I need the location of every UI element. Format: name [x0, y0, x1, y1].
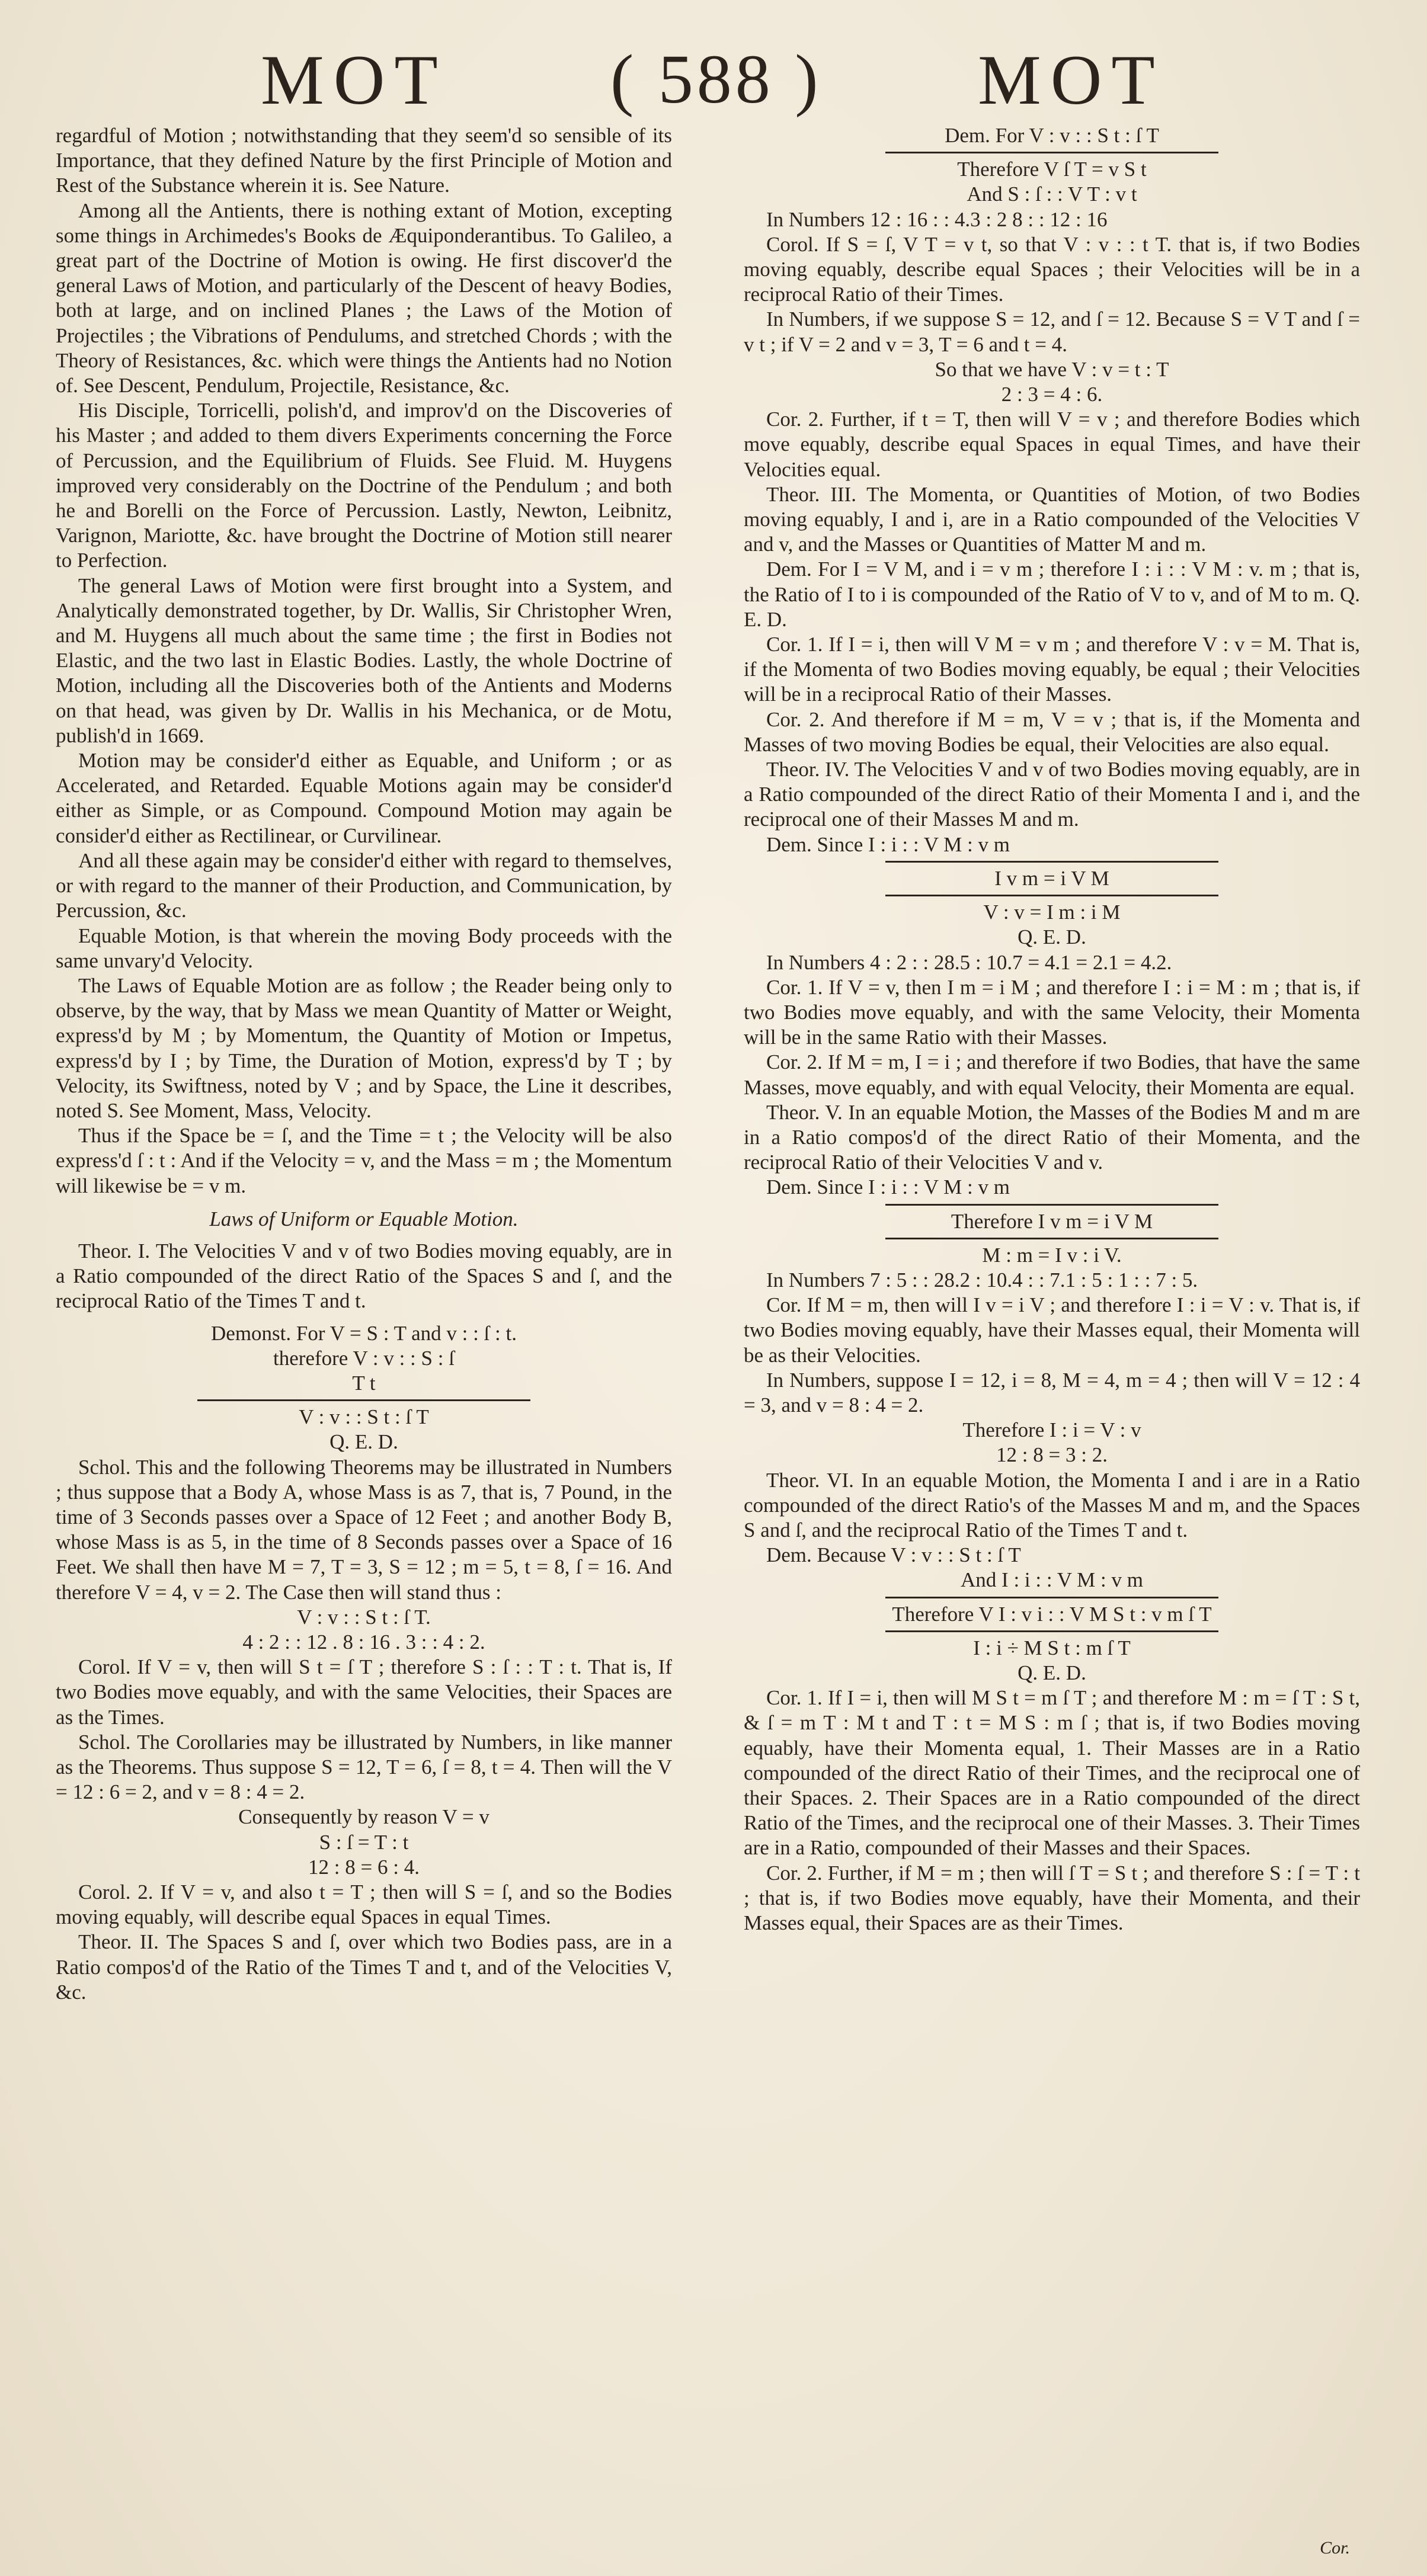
paragraph: Among all the Antients, there is nothing extant of Motion, excepting some things in Archimedes's Books de Æquiponderantibus. To Galileo, a great part of the Doctrine of Motion is owing. He first discover'd the general Laws of Motion, and particularly of the Descent of heavy Bodies, both at large, and on inclined Planes ; the Laws of the Motion of Projectiles ; the Vibrations of Pendulums, and stretched Chords ; with the Theory of Resistances, &c. which were things the Antients had no Notion of. See Descent, Pendulum, Projectile, Resistance, &c. [56, 198, 672, 398]
catchword: Cor. [1320, 2538, 1350, 2558]
equation: Dem. For V : v : : S t : ſ T [945, 124, 1159, 147]
right-column [744, 123, 1360, 1936]
equation: V : v : : S t : ſ T [299, 1405, 429, 1429]
equation: Therefore I v m = i V M [951, 1209, 1153, 1233]
equation: Therefore V I : v i : : V M S t : v m ſ T [892, 1602, 1212, 1626]
theorem: Theor. IV. The Velocities V and v of two Bodies moving equably, are in a Ratio compounded of the direct Ratio of their Momenta I and i, and the reciprocal one of their Masses M and m. [744, 758, 1360, 831]
equation: V : v = I m : i M [983, 901, 1121, 924]
running-head-left: MOT [261, 40, 447, 119]
paragraph: Motion may be consider'd either as Equable, and Uniform ; or as Accelerated, and Retarded. Equable Motions again may be consider'd either as Simple, or as Compound. Compound Motion may again be consider'd either as Rectilinear, or Curvilinear. [56, 749, 672, 847]
paragraph: His Disciple, Torricelli, polish'd, and improv'd on the Discoveries of his Master ; and added to them divers Experiments concerning the Force of Percussion, and the Equilibrium of Fluids. See Fluid. M. Huygens improved very considerably on the Doctrine of the Pendulum ; and both he and Borelli on the Force of Percussion. Lastly, Newton, Leibnitz, Varignon, Mariotte, &c. have brought the Doctrine of Motion still nearer to Perfection. [56, 399, 672, 572]
page-number: ( 588 ) [610, 40, 822, 118]
theorem: Theor. VI. In an equable Motion, the Momenta I and i are in a Ratio compounded of the direct Ratio's of the Masses M and m, and the Spaces S and ſ, and the reciprocal Ratio of the Times T and t. [744, 1468, 1360, 1542]
rule [885, 152, 1218, 153]
rule [885, 895, 1218, 896]
equation: 12 : 8 = 3 : 2. [996, 1443, 1108, 1467]
equation: I : i ÷ M S t : m ſ T [973, 1636, 1131, 1659]
qed: Q. E. D. [329, 1430, 398, 1454]
paragraph: Thus if the Space be = ſ, and the Time = t ; the Velocity will be also express'd ſ : t : And if the Velocity = v, and the Mass = m ; the Momentum will likewise be = v m. [56, 1124, 672, 1197]
paragraph: regardful of Motion ; notwithstanding that they seem'd so sensible of its Importance, that they defined Nature by the first Principle of Motion and Rest of the Substance wherein it is. See Nature. [56, 124, 672, 197]
equation: V : v : : S t : ſ T. [297, 1605, 431, 1629]
paragraph: Cor. 2. Further, if t = T, then will V = v ; and therefore Bodies which move equably, describe equal Spaces in equal Times, and have their Velocities equal. [744, 408, 1360, 481]
equation: Consequently by reason V = v [238, 1805, 489, 1829]
theorem: Theor. II. The Spaces S and ſ, over which two Bodies pass, are in a Ratio compos'd of the Ratio of the Times T and t, and of the Velocities V, &c. [56, 1930, 672, 2004]
numbers: In Numbers 4 : 2 : : 28.5 : 10.7 = 4.1 = 2.1 = 4.2. [766, 950, 1172, 974]
page-header [0, 39, 1427, 122]
equation: 12 : 8 = 6 : 4. [308, 1855, 420, 1879]
paragraph: Cor. 1. If V = v, then I m = i M ; and therefore I : i = M : m ; that is, if two Bodies move equably, and with the same Velocity, their Momenta will be in the same Ratio with their Masses. [744, 975, 1360, 1049]
theorem: Theor. V. In an equable Motion, the Masses of the Bodies M and m are in a Ratio compos'd of the direct Ratio of their Momenta, and the reciprocal Ratio of their Velocities V and v. [744, 1100, 1360, 1174]
paragraph: Cor. If M = m, then will I v = i V ; and therefore I : i = V : v. That is, if two Bodies moving equably, have their Masses equal, their Momenta will be as their Velocities. [744, 1293, 1360, 1367]
paragraph: Dem. For I = V M, and i = v m ; therefore I : i : : V M : v. m ; that is, the Ratio of I to i is compounded of the Ratio of V to v, and of M to m. Q. E. D. [744, 558, 1360, 631]
rule [885, 1630, 1218, 1632]
equation: T t [352, 1371, 376, 1395]
equation: Demonst. For V = S : T and v : : ſ : t. [211, 1321, 517, 1345]
rule [885, 861, 1218, 863]
rule [885, 1238, 1218, 1239]
rule [885, 1597, 1218, 1598]
paragraph: The Laws of Equable Motion are as follow ; the Reader being only to observe, by the way, that by Mass we mean Quantity of Matter or Weight, express'd by M ; by Momentum, the Quantity of Motion or Impetus, express'd by I ; by Time, the Duration of Motion, express'd by T ; by Velocity, its Swiftness, noted by V ; and by Space, the Line it describes, noted S. See Moment, Mass, Velocity. [56, 973, 672, 1122]
equation: Therefore V ſ T = v S t [957, 158, 1147, 181]
equation: And S : ſ : : V T : v t [967, 182, 1137, 206]
paragraph: Cor. 1. If I = i, then will V M = v m ; and therefore V : v = M. That is, if the Momenta of two Bodies moving equably, be equal ; their Velocities will be in a reciprocal Ratio of their Masses. [744, 633, 1360, 706]
paragraph: Cor. 2. If M = m, I = i ; and therefore if two Bodies, that have the same Masses, move equably, and with equal Velocity, their Momenta are equal. [744, 1050, 1360, 1099]
equation: 2 : 3 = 4 : 6. [1001, 383, 1103, 406]
paragraph: Schol. This and the following Theorems may be illustrated in Numbers ; thus suppose that a Body A, whose Mass is as 7, that is, 7 Pound, in the time of 3 Seconds passes over a Space of 12 Feet ; and another Body B, whose Mass is as 5, in the time of 8 Seconds passes over a Space of 16 Feet. We shall then have M = 7, T = 3, S = 12 ; m = 5, t = 8, ſ = 16. And therefore V = 4, v = 2. The Case then will stand thus : [56, 1455, 672, 1604]
equation: And I : i : : V M : v m [961, 1568, 1143, 1592]
equation: 4 : 2 : : 12 . 8 : 16 . 3 : : 4 : 2. [242, 1630, 485, 1654]
running-head-right: MOT [978, 40, 1164, 119]
qed: Q. E. D. [1018, 1661, 1086, 1684]
section-heading: Laws of Uniform or Equable Motion. [209, 1207, 519, 1231]
paragraph: Corol. If S = ſ, V T = v t, so that V : v : : t T. that is, if two Bodies moving equably, describe equal Spaces ; their Velocities will be in a reciprocal Ratio of their Times. [744, 232, 1360, 306]
equation: therefore V : v : : S : ſ [273, 1346, 455, 1370]
equation: I v m = i V M [994, 866, 1109, 890]
qed: Q. E. D. [1018, 925, 1086, 949]
numbers: In Numbers 7 : 5 : : 28.2 : 10.4 : : 7.1 : 5 : 1 : : 7 : 5. [766, 1268, 1198, 1292]
paragraph: Corol. If V = v, then will S t = ſ T ; therefore S : ſ : : T : t. That is, If two Bodies move equably, and with the same Velocities, their Spaces are as the Times. [56, 1655, 672, 1729]
paragraph: And all these again may be consider'd either with regard to themselves, or with regard to the manner of their Production, and Communication, by Percussion, &c. [56, 848, 672, 922]
paragraph: Dem. Because V : v : : S t : ſ T [766, 1543, 1021, 1567]
left-column [56, 123, 672, 2005]
paragraph: Dem. Since I : i : : V M : v m [766, 1175, 1010, 1199]
equation: Therefore I : i = V : v [962, 1418, 1141, 1442]
numbers: In Numbers 12 : 16 : : 4.3 : 2 8 : : 12 : 16 [766, 207, 1108, 231]
paragraph: Cor. 2. And therefore if M = m, V = v ; that is, if the Momenta and Masses of two moving Bodies be equal, their Velocities are also equal. [744, 707, 1360, 756]
paragraph: Equable Motion, is that wherein the moving Body proceeds with the same unvary'd Velocity. [56, 924, 672, 972]
theorem: Theor. I. The Velocities V and v of two Bodies moving equably, are in a Ratio compounded of the direct Ratio of the Spaces S and ſ, and the reciprocal Ratio of the Times T and t. [56, 1239, 672, 1313]
paragraph: Cor. 1. If I = i, then will M S t = m ſ T ; and therefore M : m = ſ T : S t, & ſ = m T : M t and T : t = M S : m ſ ; that is, if two Bodies moving equably, have their Momenta equal, 1. Their Masses are in a Ratio compounded of the direct Ratio of their Times, and the reciprocal one of their Spaces. 2. Their Spaces are in a Ratio compounded of the direct Ratio of the Times, and the reciprocal one of their Masses. 3. Their Times are in a Ratio, compounded of their Masses and their Spaces. [744, 1686, 1360, 1860]
rule [197, 1399, 530, 1401]
equation: S : ſ = T : t [319, 1830, 409, 1854]
paragraph: Corol. 2. If V = v, and also t = T ; then will S = ſ, and so the Bodies moving equably, will describe equal Spaces in equal Times. [56, 1880, 672, 1929]
equation: M : m = I v : i V. [982, 1243, 1122, 1267]
equation: So that we have V : v = t : T [935, 357, 1169, 381]
paragraph: Schol. The Corollaries may be illustrated by Numbers, in like manner as the Theorems. Thus suppose S = 12, T = 6, ſ = 8, t = 4. Then will the V = 12 : 6 = 2, and v = 8 : 4 = 2. [56, 1730, 672, 1804]
paragraph: In Numbers, if we suppose S = 12, and ſ = 12. Because S = V T and ſ = v t ; if V = 2 and v = 3, T = 6 and t = 4. [744, 307, 1360, 356]
paragraph: Cor. 2. Further, if M = m ; then will ſ T = S t ; and therefore S : ſ = T : t ; that is, if two Bodies move equably, have their Momenta, and their Masses equal, their Spaces are as their Times. [744, 1861, 1360, 1935]
paragraph: The general Laws of Motion were first brought into a System, and Analytically demonstrated together, by Dr. Wallis, Sir Christopher Wren, and M. Huygens all much about the same time ; the first in Bodies not Elastic, and the two last in Elastic Bodies. Lastly, the whole Doctrine of Motion, including all the Discoveries both of the Antients and Moderns on that head, was given by Dr. Wallis in his Mechanica, or de Motu, publish'd in 1669. [56, 573, 672, 747]
paragraph: Dem. Since I : i : : V M : v m [766, 832, 1010, 856]
paragraph: In Numbers, suppose I = 12, i = 8, M = 4, m = 4 ; then will V = 12 : 4 = 3, and v = 8 : 4 = 2. [744, 1368, 1360, 1417]
theorem: Theor. III. The Momenta, or Quantities of Motion, of two Bodies moving equably, I and i, are in a Ratio compounded of the Velocities V and v, and the Masses or Quantities of Matter M and m. [744, 482, 1360, 556]
rule [885, 1204, 1218, 1206]
